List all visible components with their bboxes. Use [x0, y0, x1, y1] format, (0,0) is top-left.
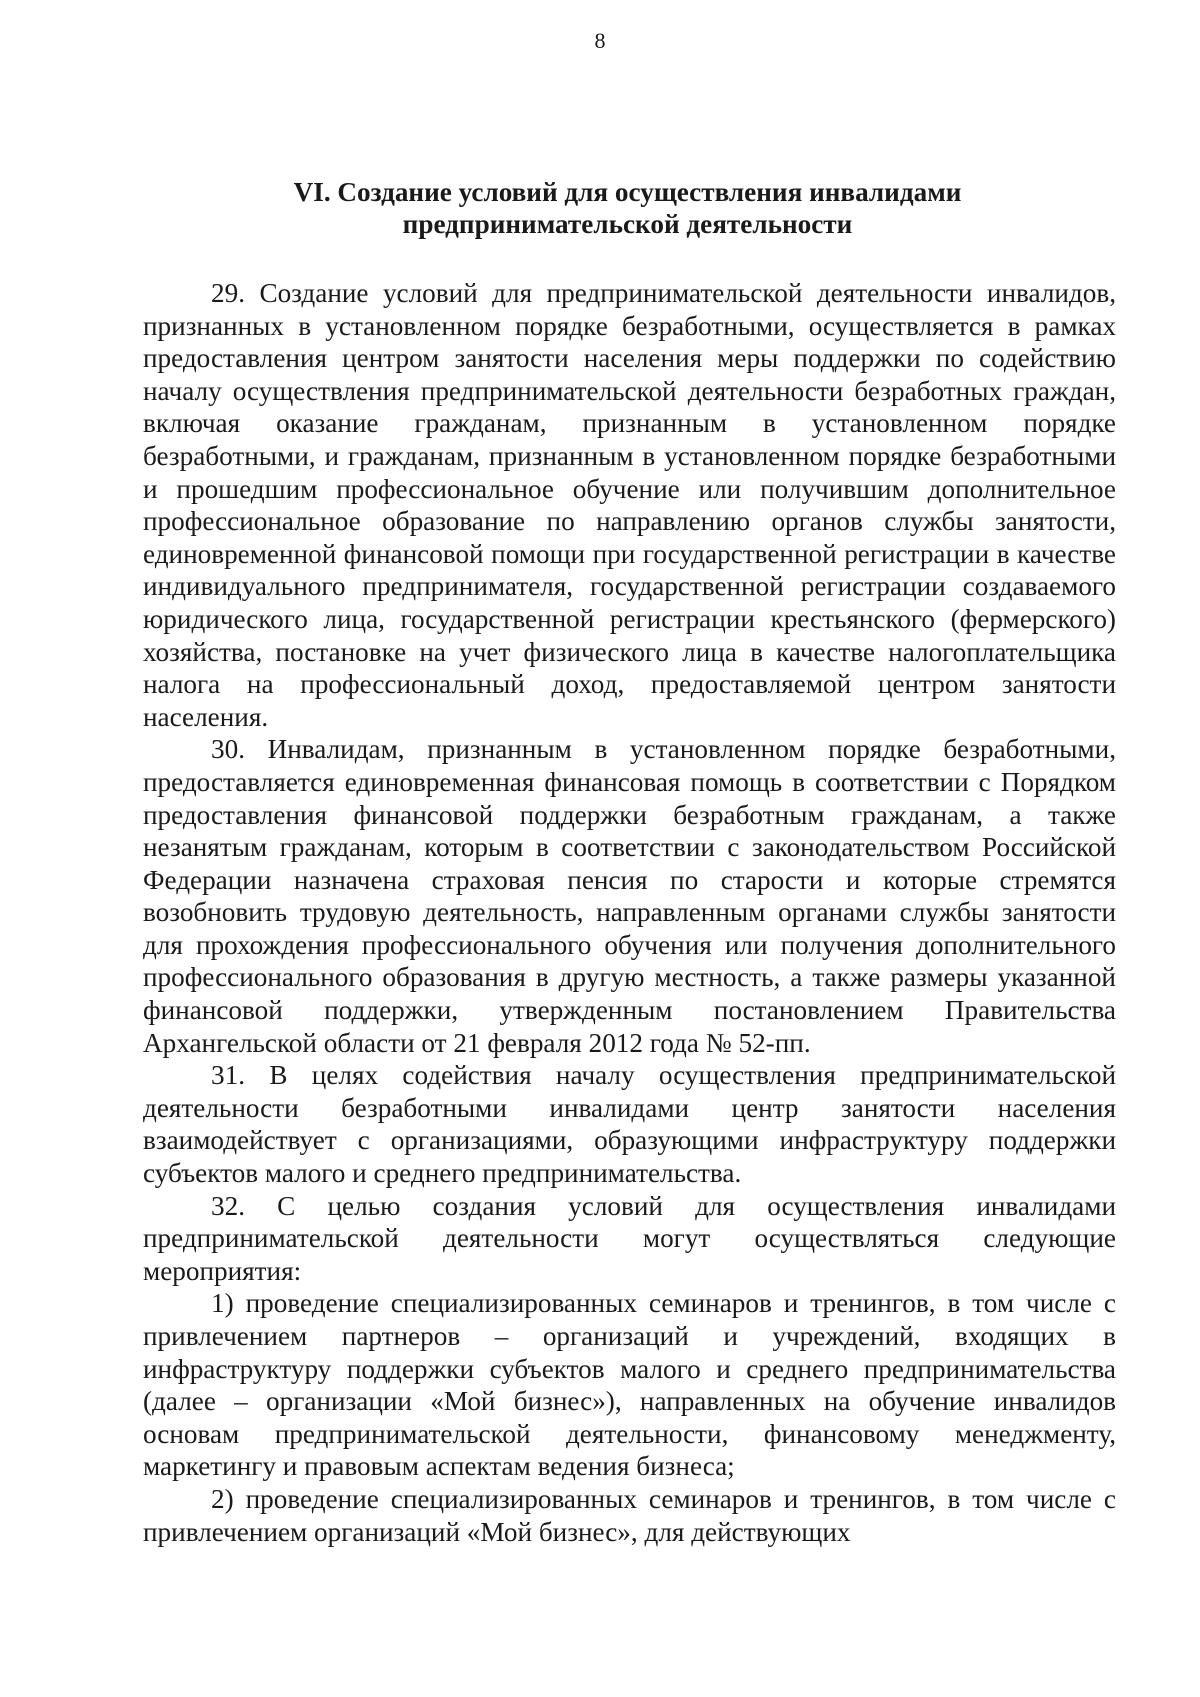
- section-heading: [140, 176, 1115, 240]
- paragraph-31: 31. В целях содействия началу осуществления предпринимательской деятельности безработными инвалидами центр занятости населения взаимодействует с организациями, образующими инфраструктуру поддержки субъектов малого и среднего предпринимательства.: [143, 1060, 1116, 1189]
- section-heading-line-1: VI. Создание условий для осуществления инвалидами: [293, 177, 962, 207]
- body-text: [143, 277, 1116, 1548]
- list-item-2: 2) проведение специализированных семинаров и тренингов, в том числе с привлечением организаций «Мой бизнес», для действующих: [143, 1483, 1116, 1547]
- list-item-1: 1) проведение специализированных семинаров и тренингов, в том числе с привлечением партнеров – организаций и учреждений, входящих в инфраструктуру поддержки субъектов малого и среднего предпринимательства (далее – организации «Мой бизнес»), направленных на обучение инвалидов основам предпринимательской деятельности, финансовому менеджменту, маркетингу и правовым аспектам ведения бизнеса;: [143, 1288, 1116, 1482]
- paragraph-30: 30. Инвалидам, признанным в установленном порядке безработными, предоставляется единовременная финансовая помощь в соответствии с Порядком предоставления финансовой поддержки безработным гражданам, а также незанятым гражданам, которым в соответствии с законодательством Российской Федерации назначена страховая пенсия по старости и которые стремятся возобновить трудовую деятельность, направленным органами службы занятости для прохождения профессионального обучения или получения дополнительного профессионального образования в другую местность, а также размеры указанной финансовой поддержки, утвержденным постановлением Правительства Архангельской области от 21 февраля 2012 года № 52-пп.: [143, 734, 1116, 1058]
- paragraph-29: 29. Создание условий для предпринимательской деятельности инвалидов, признанных в установленном порядке безработными, осуществляется в рамках предоставления центром занятости населения меры поддержки по содействию началу осуществления предпринимательской деятельности безработных граждан, включая оказание гражданам, признанным в установленном порядке безработными, и гражданам, признанным в установленном порядке безработными и прошедшим профессиональное обучение или получившим дополнительное профессиональное образование по направлению органов службы занятости, единовременной финансовой помощи при государственной регистрации в качестве индивидуального предпринимателя, государственной регистрации создаваемого юридического лица, государственной регистрации крестьянского (фермерского) хозяйства, постановке на учет физического лица в качестве налогоплательщика налога на профессиональный доход, предоставляемой центром занятости населения.: [143, 278, 1116, 732]
- paragraph-32: 32. С целью создания условий для осуществления инвалидами предпринимательской деятельности могут осуществляться следующие мероприятия:: [143, 1190, 1116, 1286]
- section-heading-line-2: предпринимательской деятельности: [402, 209, 853, 239]
- page-number: 8: [594, 28, 606, 53]
